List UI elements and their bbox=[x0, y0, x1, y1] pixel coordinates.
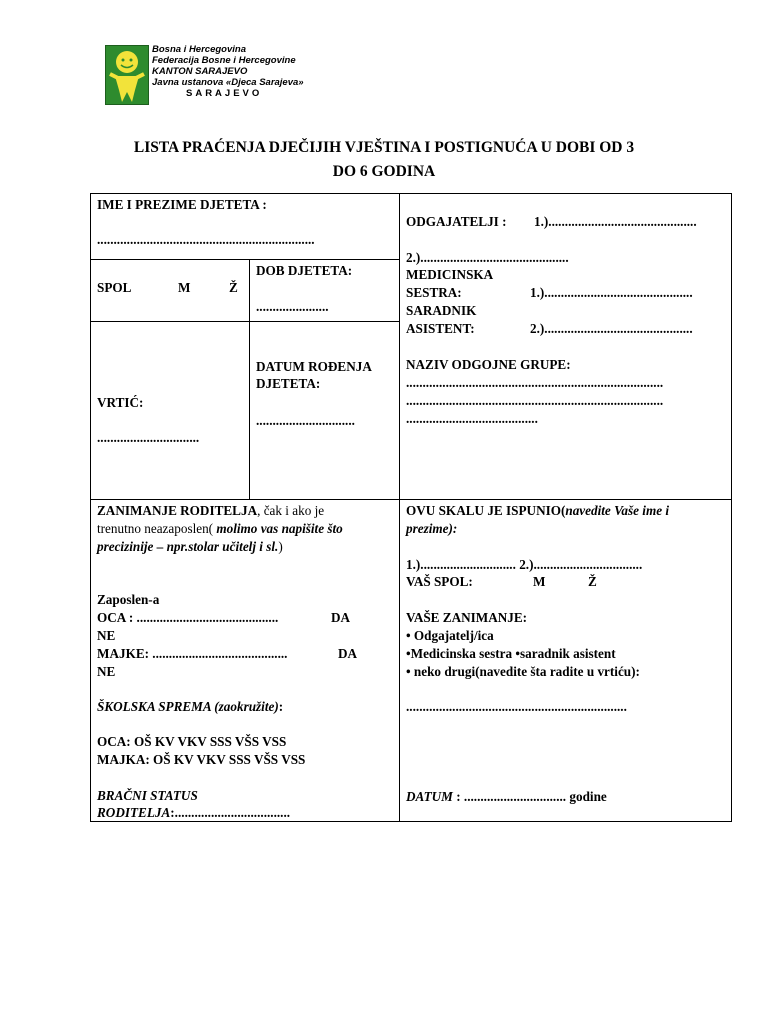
parent-occupation-line-1 bbox=[97, 502, 324, 519]
your-sex-label: VAŠ SPOL: bbox=[406, 574, 473, 589]
assistant-field[interactable]: 2.)............................................. bbox=[530, 321, 693, 336]
birth-date-label-2: DJETETA: bbox=[256, 376, 321, 391]
education-label-line bbox=[97, 698, 283, 715]
parent-occupation-hint: molimo vas napišite što bbox=[213, 521, 343, 536]
employed-label: Zaposlen-a bbox=[97, 592, 160, 607]
assistant-label-1: SARADNIK bbox=[406, 303, 477, 318]
nurse-label-2: SESTRA: bbox=[406, 285, 462, 300]
table-border-left bbox=[90, 193, 91, 822]
org-line: Bosna i Hercegovina bbox=[152, 44, 246, 55]
marital-status-label-1: BRAČNI STATUS bbox=[97, 788, 198, 803]
kindergarten-label: VRTIĆ: bbox=[97, 395, 144, 410]
education-colon: : bbox=[278, 699, 284, 714]
date-field[interactable]: : ............................... godine bbox=[452, 789, 607, 804]
education-mother-options[interactable]: MAJKA: OŠ KV VKV SSS VŠS VSS bbox=[97, 752, 306, 767]
occupation-option-other[interactable]: • neko drugi(navedite šta radite u vrtiću): bbox=[406, 664, 640, 679]
father-occupation-field[interactable]: OCA : ........................................... bbox=[97, 610, 279, 625]
child-figure-icon bbox=[106, 46, 148, 104]
group-name-label: NAZIV ODGOJNE GRUPE: bbox=[406, 357, 571, 372]
left-divider-2 bbox=[90, 321, 400, 322]
table-border-top bbox=[90, 193, 732, 194]
teacher-1-field[interactable]: 1.)............................................. bbox=[534, 214, 697, 229]
parent-occupation-close: ) bbox=[278, 539, 283, 554]
parent-occupation-note: , čak i ako je bbox=[257, 503, 325, 518]
filled-by-line-1 bbox=[406, 502, 669, 519]
father-no-option[interactable]: NE bbox=[97, 628, 116, 643]
parent-occupation-label: ZANIMANJE RODITELJA bbox=[97, 503, 258, 518]
sex-option-m[interactable]: M bbox=[178, 280, 191, 295]
age-field[interactable]: ...................... bbox=[256, 299, 329, 314]
org-line: Javna ustanova «Djeca Sarajeva» bbox=[152, 77, 304, 88]
org-city: SARAJEVO bbox=[186, 88, 263, 99]
marital-status-line-2 bbox=[97, 804, 290, 821]
date-line bbox=[406, 788, 607, 805]
org-line: KANTON SARAJEVO bbox=[152, 66, 248, 77]
occupation-option-teacher[interactable]: • Odgajatelj/ica bbox=[406, 628, 494, 643]
teacher-2-field[interactable]: 2.)............................................. bbox=[406, 250, 569, 265]
your-sex-option-z[interactable]: Ž bbox=[588, 574, 597, 589]
teachers-label: ODGAJATELJI : bbox=[406, 214, 507, 229]
mother-occupation-field[interactable]: MAJKE: ......................................... bbox=[97, 646, 288, 661]
org-line: Federacija Bosne i Hercegovine bbox=[152, 55, 296, 66]
title-line-2: DO 6 GODINA bbox=[332, 163, 436, 180]
marital-status-label-2: RODITELJA bbox=[97, 805, 171, 820]
parent-occupation-note-2: trenutno neazaposlen( bbox=[97, 521, 214, 536]
mother-no-option[interactable]: NE bbox=[97, 664, 116, 679]
father-yes-option[interactable]: DA bbox=[331, 610, 351, 625]
organization-header bbox=[152, 44, 304, 99]
left-divider-1 bbox=[90, 259, 400, 260]
birth-date-field[interactable]: .............................. bbox=[256, 413, 355, 428]
filled-by-hint-2: prezime): bbox=[406, 521, 458, 536]
your-occupation-label: VAŠE ZANIMANJE: bbox=[406, 610, 528, 625]
occupation-option-nurse-assistant[interactable]: •Medicinska sestra •saradnik asistent bbox=[406, 646, 616, 661]
parent-occupation-example: precizinije – npr.stolar učitelj i sl. bbox=[97, 539, 279, 554]
parent-occupation-line-2 bbox=[97, 520, 343, 537]
occupation-other-field[interactable]: ................................................................... bbox=[406, 699, 627, 714]
education-father-options[interactable]: OCA: OŠ KV VKV SSS VŠS VSS bbox=[97, 734, 287, 749]
filled-by-hint: navedite Vaše ime i bbox=[565, 503, 670, 518]
sex-label: SPOL bbox=[97, 280, 132, 295]
filled-by-line-2 bbox=[406, 520, 457, 537]
kindergarten-field[interactable]: ............................... bbox=[97, 430, 200, 445]
sex-option-z[interactable]: Ž bbox=[229, 280, 238, 295]
your-sex-option-m[interactable]: M bbox=[533, 574, 546, 589]
child-name-field[interactable]: .................................................................. bbox=[97, 232, 315, 247]
parent-occupation-line-3 bbox=[97, 538, 283, 555]
education-label: ŠKOLSKA SPREMA (zaokružite) bbox=[97, 699, 279, 714]
document-title bbox=[60, 136, 708, 184]
assistant-label-2: ASISTENT: bbox=[406, 321, 475, 336]
group-name-field-3[interactable]: ........................................ bbox=[406, 411, 538, 426]
organization-logo bbox=[105, 45, 149, 105]
table-divider-row bbox=[90, 499, 732, 500]
table-divider-middle bbox=[399, 193, 400, 822]
filler-names-field[interactable]: 1.)............................. 2.)................................. bbox=[406, 557, 643, 572]
birth-date-label-1: DATUM ROĐENJA bbox=[256, 359, 372, 374]
group-name-field-2[interactable]: .............................................................................. bbox=[406, 393, 664, 408]
date-label: DATUM bbox=[406, 789, 453, 804]
nurse-label-1: MEDICINSKA bbox=[406, 267, 494, 282]
table-border-bottom bbox=[90, 821, 732, 822]
left-inner-divider bbox=[249, 259, 250, 500]
nurse-field[interactable]: 1.)............................................. bbox=[530, 285, 693, 300]
child-name-label: IME I PREZIME DJETETA : bbox=[97, 197, 267, 212]
marital-status-label bbox=[97, 787, 198, 804]
group-name-field-1[interactable]: .............................................................................. bbox=[406, 375, 664, 390]
marital-status-field[interactable]: :................................... bbox=[170, 805, 291, 820]
age-label: DOB DJETETA: bbox=[256, 263, 353, 278]
title-line-1: LISTA PRAĆENJA DJEČIJIH VJEŠTINA I POSTIGNUĆA U DOBI OD 3 bbox=[133, 139, 635, 156]
filled-by-label: OVU SKALU JE ISPUNIO( bbox=[406, 503, 566, 518]
table-border-right bbox=[731, 193, 732, 822]
mother-yes-option[interactable]: DA bbox=[338, 646, 358, 661]
